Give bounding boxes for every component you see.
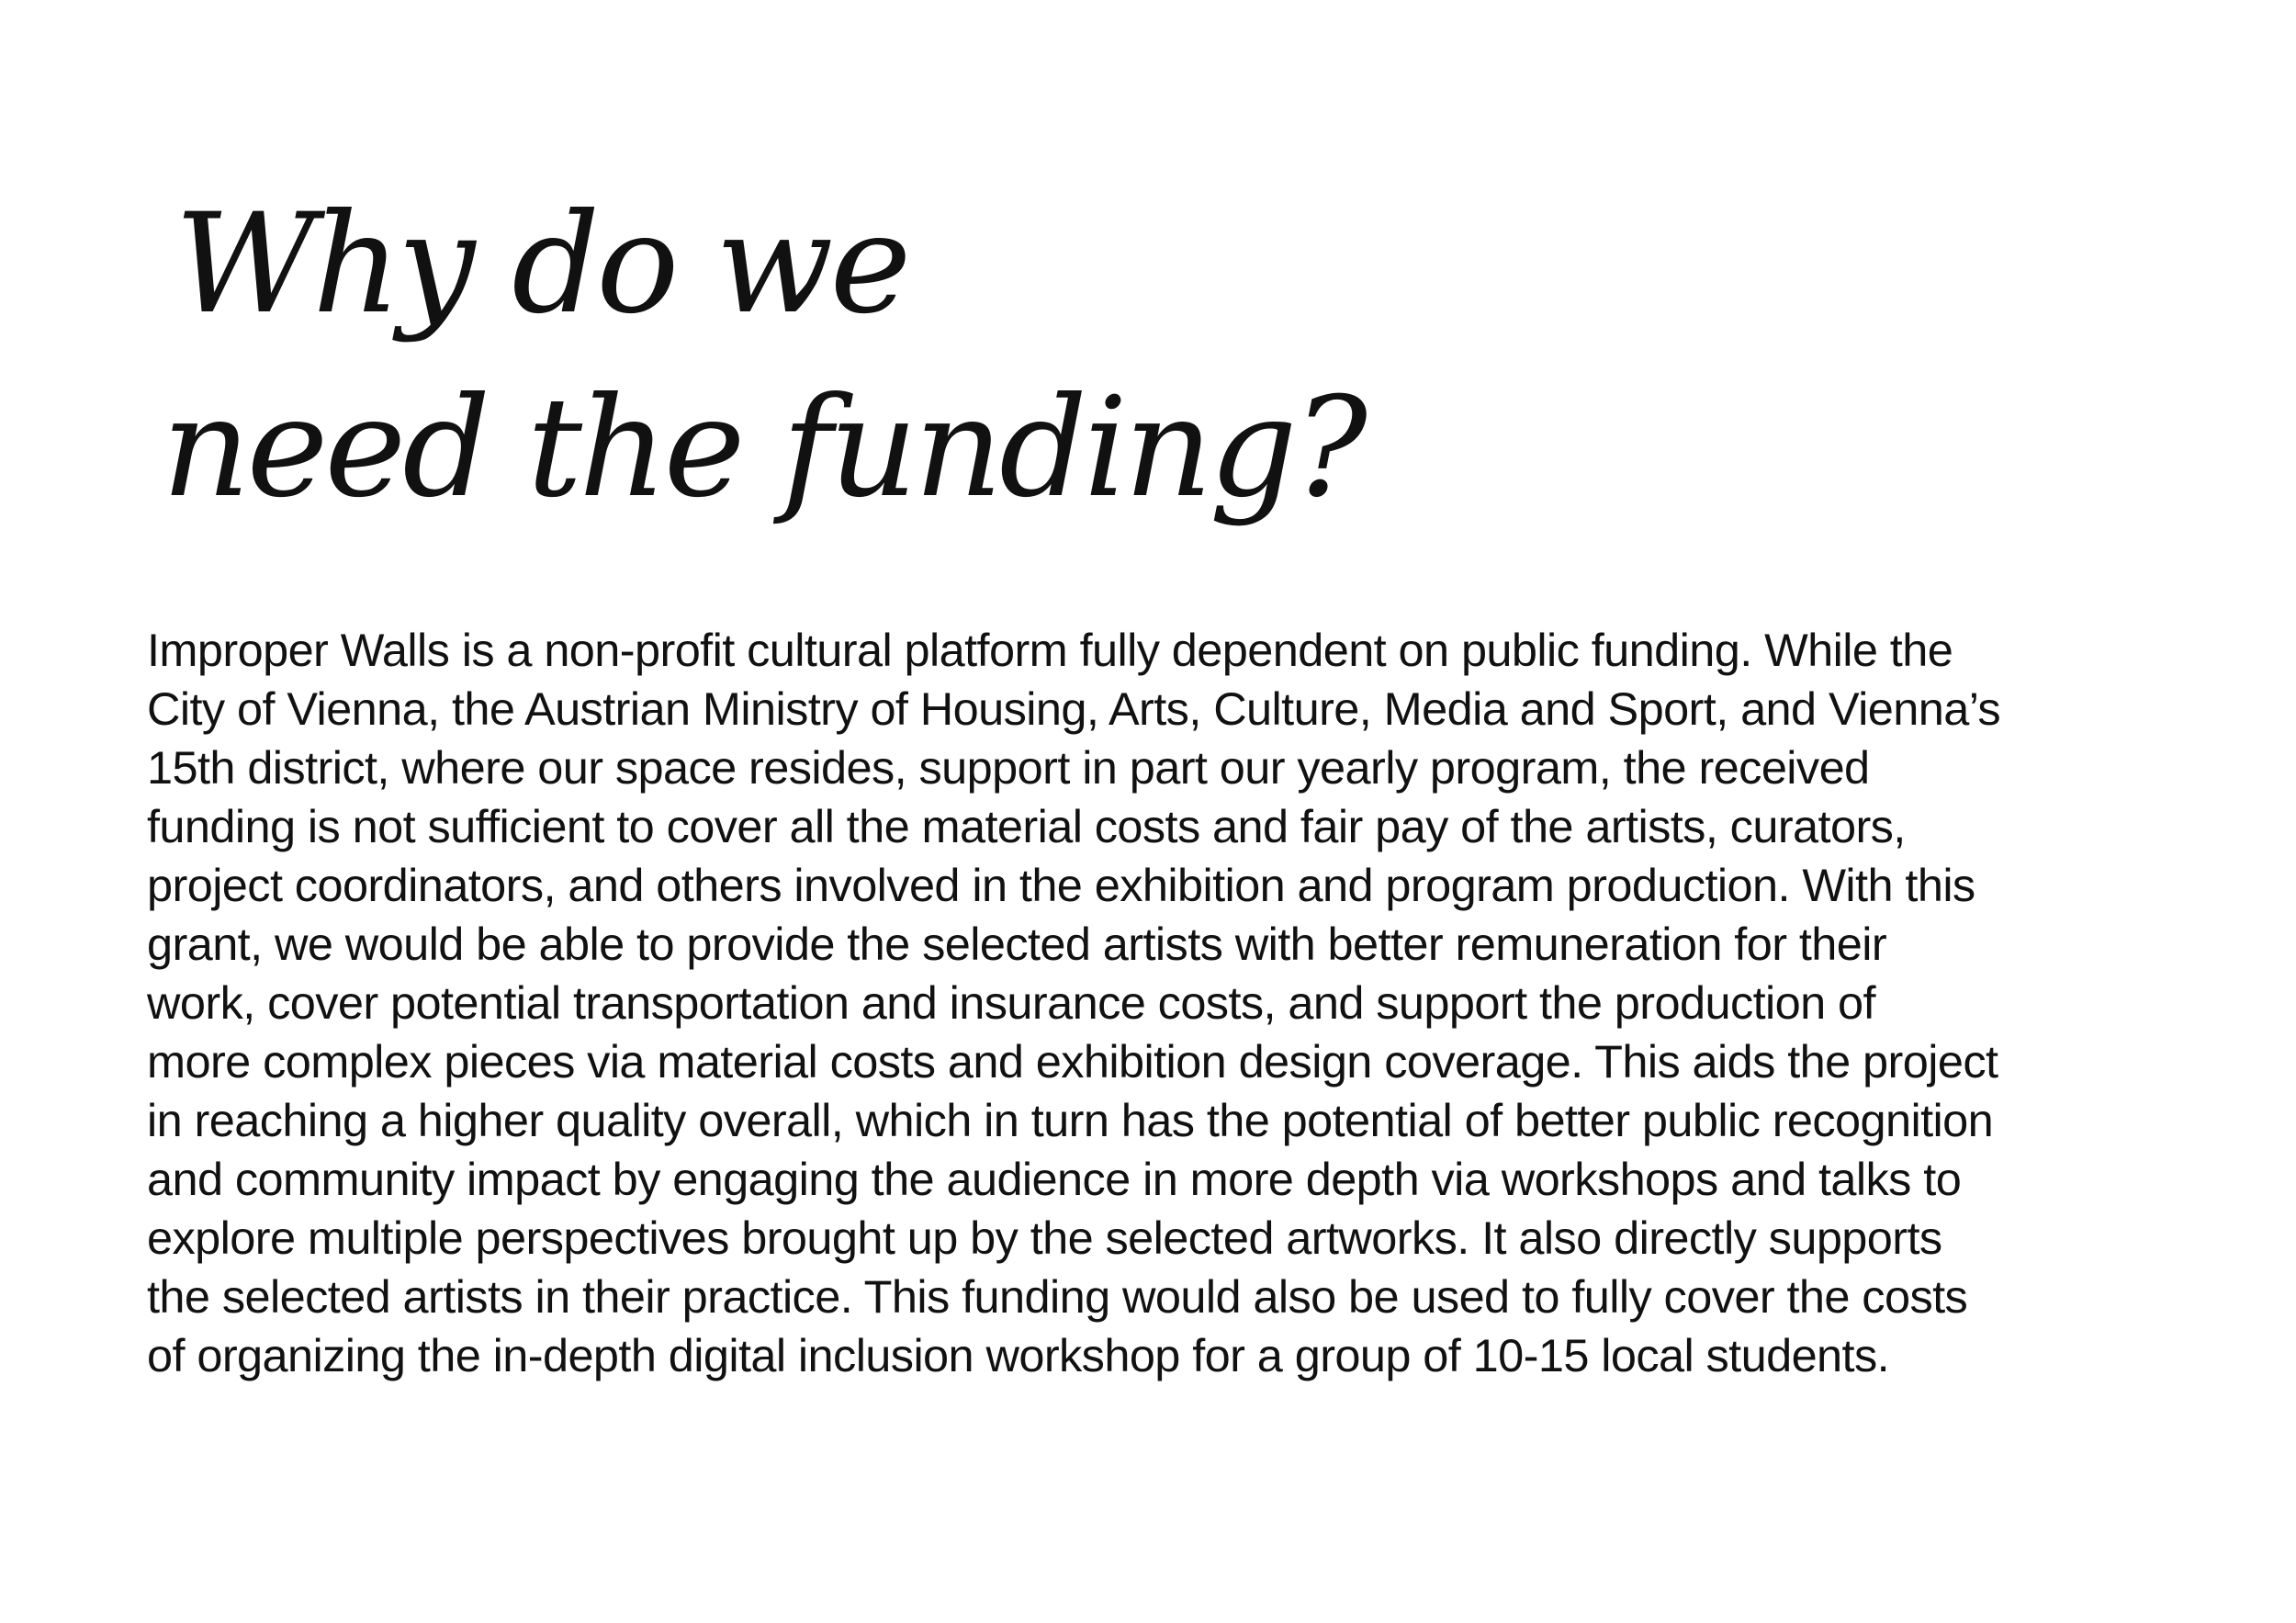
paragraph-line: funding is not sufficient to cover all the material costs and fair pay of the artists, curators, <box>147 800 1906 852</box>
paragraph-line: and community impact by engaging the audience in more depth via workshops and talks to <box>147 1153 1962 1205</box>
paragraph-line: 15th district, where our space resides, support in part our yearly program, the received <box>147 741 1870 794</box>
paragraph-line: City of Vienna, the Austrian Ministry of Housing, Arts, Culture, Media and Sport, and Vienna’s <box>147 682 2001 735</box>
paragraph-line: the selected artists in their practice. This funding would also be used to fully cover the costs <box>147 1270 1968 1323</box>
body-paragraph <box>147 621 2223 1385</box>
paragraph-line: in reaching a higher quality overall, which in turn has the potential of better public recognition <box>147 1094 1994 1146</box>
paragraph-line: project coordinators, and others involved in the exhibition and program production. With this <box>147 859 1975 911</box>
paragraph-line: work, cover potential transportation and insurance costs, and support the production of <box>147 976 1875 1029</box>
paragraph-line: grant, we would be able to provide the selected artists with better remuneration for their <box>147 918 1887 970</box>
title-line: Why do we <box>174 185 908 344</box>
page-title <box>162 173 1364 540</box>
title-line: need the funding? <box>162 368 1364 528</box>
paragraph-line: of organizing the in-depth digital inclusion workshop for a group of 10-15 local students. <box>147 1329 1890 1381</box>
paragraph-line: Improper Walls is a non-profit cultural platform fully dependent on public funding. While the <box>147 624 1953 676</box>
paragraph-line: more complex pieces via material costs and exhibition design coverage. This aids the project <box>147 1035 1998 1088</box>
paragraph-line: explore multiple perspectives brought up by the selected artworks. It also directly supports <box>147 1212 1942 1264</box>
